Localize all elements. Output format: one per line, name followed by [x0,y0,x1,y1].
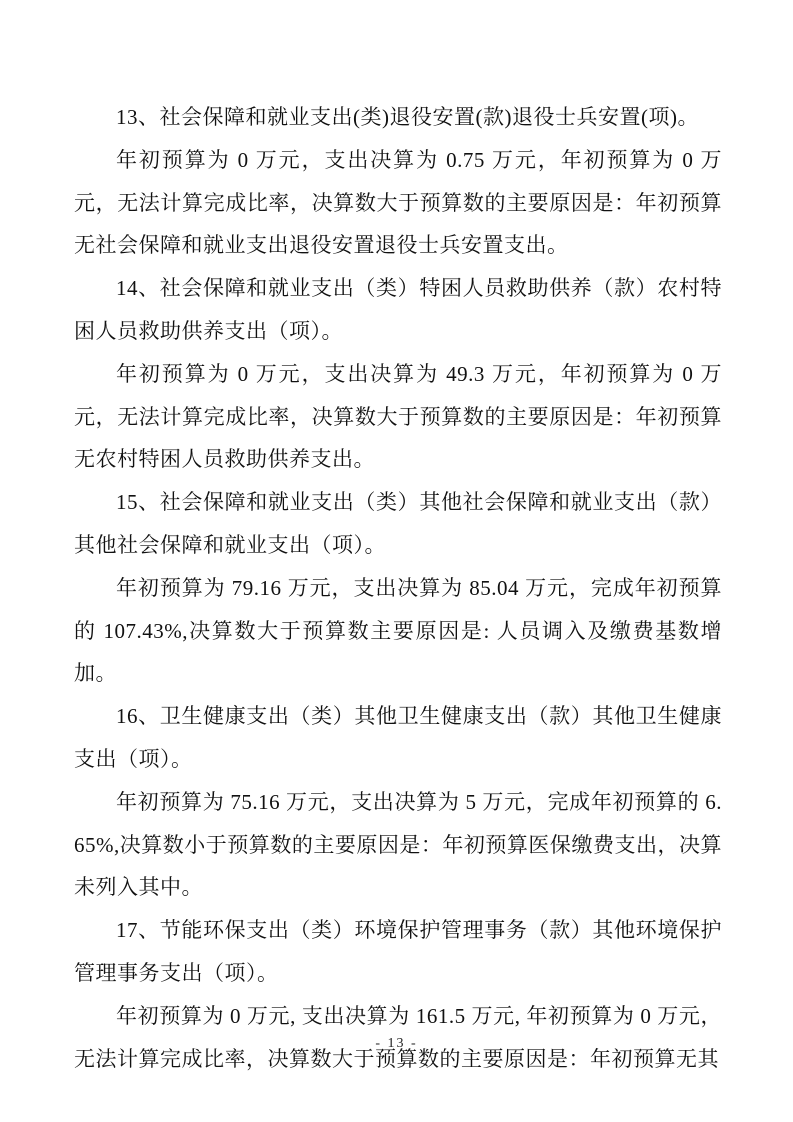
paragraph-item-15-detail: 年初预算为 79.16 万元，支出决算为 85.04 万元，完成年初预算的 107.43%,决算数大于预算数主要原因是: 人员调入及缴费基数增加。 [74,575,722,686]
paragraph-item-16-heading: 16、卫生健康支出（类）其他卫生健康支出（款）其他卫生健康支出（项）。 [74,704,722,771]
paragraph-item-17-heading: 17、节能环保支出（类）环境保护管理事务（款）其他环境保护管理事务支出（项）。 [74,918,722,985]
document-body [74,96,722,1080]
paragraph-item-13-heading: 13、社会保障和就业支出(类)退役安置(款)退役士兵安置(项)。 [116,105,699,129]
paragraph-item-17-detail: 年初预算为 0 万元, 支出决算为 161.5 万元, 年初预算为 0 万元，无法计算完成比率，决算数大于预算数的主要原因是：年初预算无其 [74,1003,722,1071]
page-number: - 13 - [375,1036,418,1051]
paragraph-item-15-heading: 15、社会保障和就业支出（类）其他社会保障和就业支出（款）其他社会保障和就业支出（项）。 [74,490,722,557]
paragraph-item-16-detail: 年初预算为 75.16 万元，支出决算为 5 万元，完成年初预算的 6.65%,决算数小于预算数的主要原因是：年初预算医保缴费支出，决算未列入其中。 [74,789,722,900]
paragraph-item-13-detail: 年初预算为 0 万元，支出决算为 0.75 万元，年初预算为 0 万元，无法计算完成比率，决算数大于预算数的主要原因是：年初预算无社会保障和就业支出退役安置退役士兵安置支出。 [74,147,722,258]
paragraph-item-14-detail: 年初预算为 0 万元，支出决算为 49.3 万元，年初预算为 0 万元，无法计算完成比率，决算数大于预算数的主要原因是：年初预算无农村特困人员救助供养支出。 [74,361,722,472]
paragraph-item-14-heading: 14、社会保障和就业支出（类）特困人员救助供养（款）农村特困人员救助供养支出（项）。 [74,276,722,343]
